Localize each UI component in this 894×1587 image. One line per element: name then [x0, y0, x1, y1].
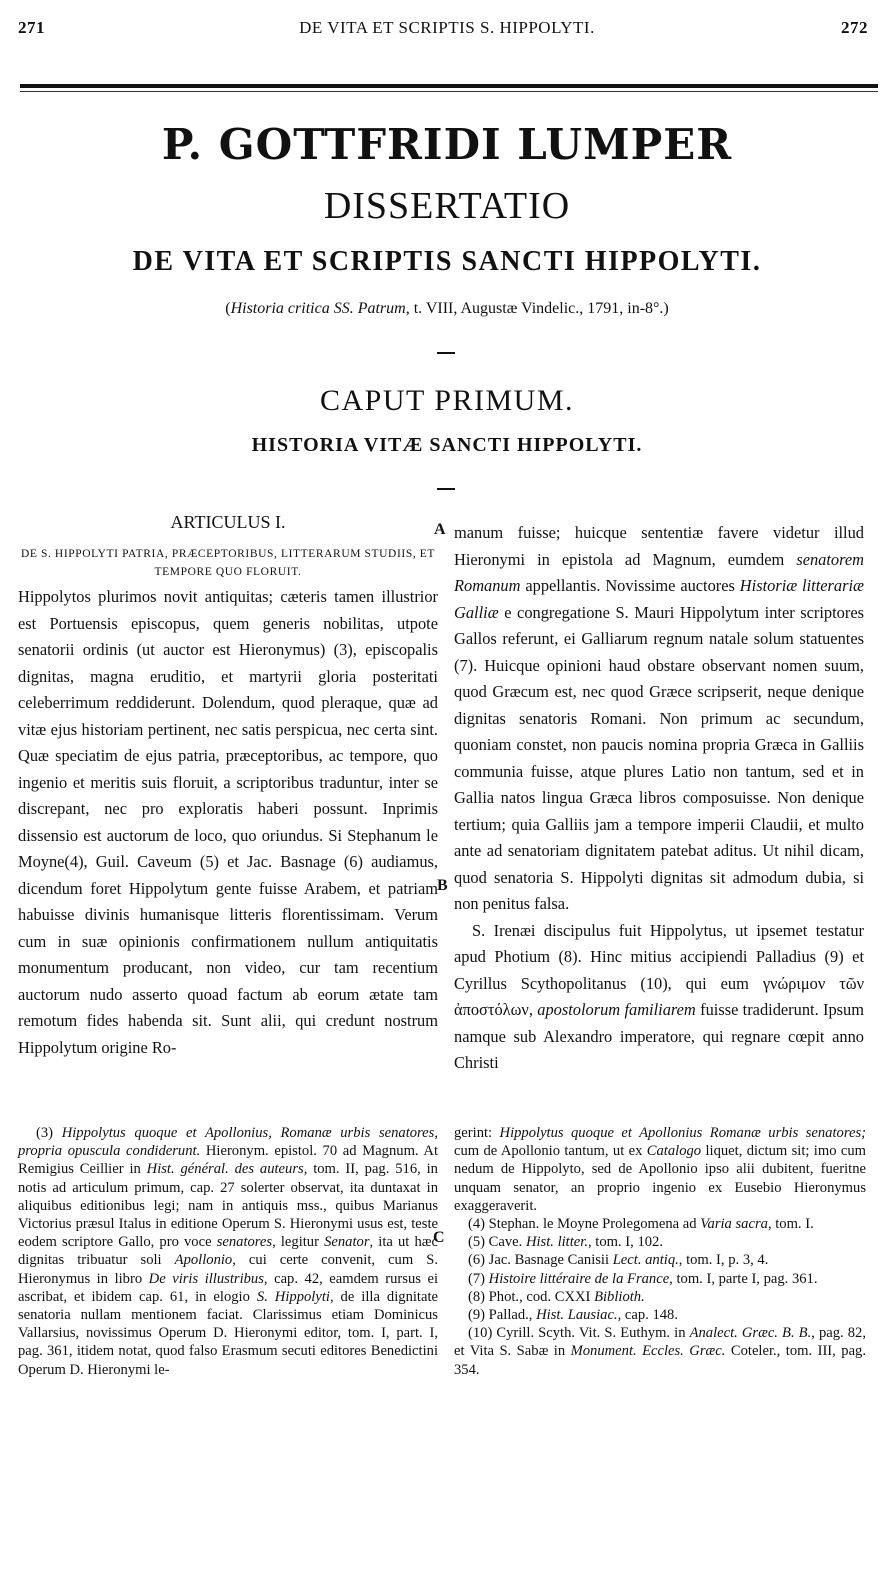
chapter-subtitle: HISTORIA VITÆ SANCTI HIPPOLYTI.	[251, 434, 643, 456]
paragraph: manum fuisse; huicque sententiæ favere videtur illud Hieronymi in epistola ad Magnum, eumdem senatorem Romanum appellantis. Novissime auctores Historiæ litterariæ Galliæ e congregatione S. Mauri Hippolytum inter scriptores Gallos referunt, ei Galliarum regnum natale solum statuentes (7). Huicque opinioni haud obstare observant nomen suum, quod Græcum est, nec quod Græce scripserit, neque denique dignitas senatoris Romani. Non primum ac secundum, quoniam constet, non paucis nomina propria Græca in Galliis communia fuisse, atque plures Latio non tantum, sed et in Gallia natos lingua Græca libros composuisse. Non denique tertium; quia Galliis jam a tempore imperii Claudii, et multo ante ad senatoriam dignitatem patebat aditus. Ut nihil dicam, quod senatoria S. Hippolyti dignitas sit admodum dubia, si non penitus falsa.	[454, 523, 864, 913]
body-column-left: Hippolytos plurimos novit antiquitas; cæteris tamen illustrior est Portuensis episcopus, quem generis nobilitas, utpote senatorii ordinis (ut auctor est Hieronymus) (3), episcopalis dignitas, magna eruditio, et martyrii gloria posteritati celeberrimum reddiderunt. Dolendum, quod pleraque, quæ ad vitæ ejus historiam pertinent, nec satis perspicua, nec certa sint. Quæ speciatim de ejus patria, præceptoribus, ac tempore, quo ingenio et meritis suis floruit, a scriptoribus traduntur, inter se discrepant, nec pro exploratis haberi possunt. Inprimis dissensio est auctorum de loco, quo oriundus. Si Stephanum le Moyne(4), Guil. Caveum (5) et Jac. Basnage (6) audiamus, dicendum foret Hippolytum gente fuisse Arabem, et patriam habuisse divinis humanisque litteris florentissimam. Verum cum in suæ opinionis confirmationem nullum antiquitatis monumentum producant, non video, cur tam recentium auctorum nudo asserto quoad factum ab eorum ætate tam remotum fides habenda sit. Sunt alii, qui credunt nostrum Hippolytum origine Ro-	[18, 587, 438, 1057]
author-title: P. GOTTFRIDI LUMPER	[161, 120, 733, 169]
dissertatio-title: DISSERTATIO	[323, 185, 571, 227]
article-heading: ARTICULUS I.	[170, 512, 286, 532]
chapter-title: CAPUT PRIMUM.	[319, 384, 574, 417]
footnote-7: (7) Histoire littéraire de la France, tom. I, parte I, pag. 361.	[468, 1270, 818, 1287]
footnote-3: (3) Hippolytus quoque et Apollonius, Romanæ urbis senatores, propria opuscula condiderunt. Hieronym. epistol. 70 ad Magnum. At Remigius Ceillier in Hist. général. des auteurs, tom. II, pag. 516, in notis ad articulum primum, cap. 27 solerter observat, ita duntaxat in aliquibus editionibus legi; nam in antiquis mss., quibus Marianus Victorius præsul Italus in editione Operum S. Hieronymi usus est, teste eodem scriptore Gallo, pro voce senatores, legitur Senator, ita ut hæc dignitas tribuatur soli Apollonio, cui certe convenit, cum S. Hieronymus in libro De viris illustribus, cap. 42, eamdem rursus ei ascribat, et ibidem cap. 61, in elogio S. Hippolyti, de illa dignitate senatoria nullam mentionem faciat. Clarissimus etiam Dominicus Vallarsius, novissimus Operum D. Hieronymi editor, tom. I, part. I, pag. 361, itidem notat, quod falso Erasmum secuti editores Benedictini Operum D. Hieronymi le-	[18, 1125, 439, 1378]
page-number-left: 271	[18, 18, 45, 37]
page-number-right: 272	[841, 18, 868, 37]
footnote-8: (8) Phot., cod. CXXI Biblioth.	[468, 1288, 645, 1305]
source-citation: (Historia critica SS. Patrum, t. VIII, Augustæ Vindelic., 1791, in-8°.)	[225, 300, 669, 317]
article-subheading: DE S. HIPPOLYTI PATRIA, PRÆCEPTORIBUS, LITTERARUM STUDIIS, ET TEMPORE QUO FLORUIT.	[20, 548, 436, 578]
header-rule-thin	[20, 91, 878, 92]
work-subtitle: DE VITA ET SCRIPTIS SANCTI HIPPOLYTI.	[132, 246, 762, 277]
separator-dash	[437, 352, 455, 354]
footnote-6: (6) Jac. Basnage Canisii Lect. antiq., tom. I, p. 3, 4.	[468, 1252, 769, 1269]
footnote-4: (4) Stephan. le Moyne Prolegomena ad Varia sacra, tom. I.	[468, 1216, 814, 1233]
footnote-3-continued: gerint: Hippolytus quoque et Apollonius Romanæ urbis senatores; cum de Apollonio tantum, ut ex Catalogo liquet, dictum sit; imo cum nedum de Hippolyto, sed de Apollonio ipso alii dubitent, fueritne unquam senator, an proprio ingenio ex Eusebio Hieronymus exaggeraverit.	[454, 1125, 866, 1214]
margin-marker-a: A	[434, 521, 446, 538]
margin-marker-c: C	[433, 1229, 445, 1246]
running-title: DE VITA ET SCRIPTIS S. HIPPOLYTI.	[299, 18, 595, 37]
footnote-9: (9) Pallad., Hist. Lausiac., cap. 148.	[468, 1307, 678, 1324]
footnotes-left	[18, 1124, 438, 1379]
paragraph: S. Irenæi discipulus fuit Hippolytus, ut ipsemet testatur apud Photium (8). Hinc mitius accipiendi Palladius (9) et Cyrillus Scythopolitanus (10), qui eum γνώριμον τῶν ἀποστόλων, apostolorum familiarem fuisse tradiderunt. Ipsum namque sub Alexandro imperatore, qui regnare cœpit anno Christi	[454, 920, 864, 1072]
footnote-5: (5) Cave. Hist. litter., tom. I, 102.	[468, 1234, 663, 1251]
footnote-10: (10) Cyrill. Scyth. Vit. S. Euthym. in Analect. Græc. B. B., pag. 82, et Vita S. Sabæ in Monument. Eccles. Græc. Coteler., tom. III, pag. 354.	[454, 1325, 866, 1378]
body-column-right	[454, 520, 864, 1077]
separator-dash	[437, 488, 455, 490]
header-rule-thick	[20, 84, 878, 88]
margin-marker-b: B	[437, 877, 448, 894]
footnotes-right	[454, 1124, 866, 1379]
